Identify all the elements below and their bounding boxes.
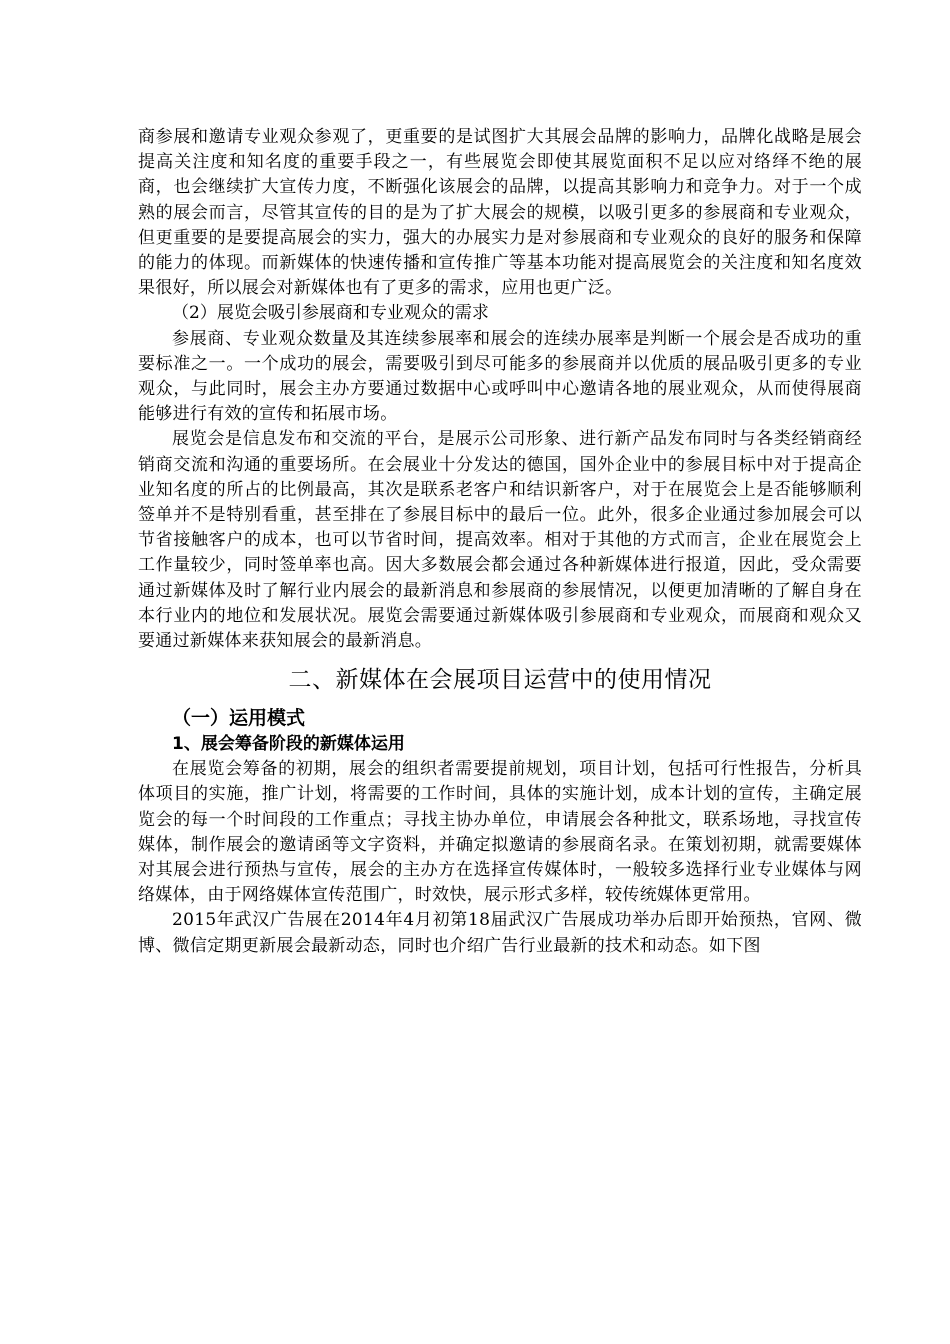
sub-subhead-preparation: 1、展会筹备阶段的新媒体运用: [172, 734, 405, 755]
document-page: [138, 125, 862, 959]
paragraph-exhibition-platform: 展览会是信息发布和交流的平台，是展示公司形象、进行新产品发布同时与各类经销商经销商交流和沟通的重要场所。在会展业十分发达的德国，国外企业中的参展目标中对于提高企业知名度的所占的比例最高，其次是联系老客户和结识新客户，对于在展览会上是否能够顺利签单并不是特别看重，甚至排在了参展目标中的最后一位。此外，很多企业通过参加展会可以节省接触客户的成本，也可以节省时间，提高效率。相对于其他的方式而言，企业在展览会上工作量较少，同时签单率也高。因大多数展会都会通过各种新媒体进行报道，因此，受众需要通过新媒体及时了解行业内展会的最新消息和参展商的参展情况，以便更加清晰的了解自身在本行业内的地位和发展状况。展览会需要通过新媒体吸引参展商和专业观众，而展商和观众又要通过新媒体来获知展会的最新消息。: [138, 429, 862, 652]
paragraph-success-criteria: 参展商、专业观众数量及其连续参展率和展会的连续办展率是判断一个展会是否成功的重要标准之一。一个成功的展会，需要吸引到尽可能多的参展商并以优质的展品吸引更多的专业观众，与此同时，展会主办方要通过数据中心或呼叫中心邀请各地的展业观众，从而使得展商能够进行有效的宣传和拓展市场。: [138, 328, 862, 425]
paragraph-wuhan-expo: 2015年武汉广告展在2014年4月初第18届武汉广告展成功举办后即开始预热，官网、微博、微信定期更新展会最新动态，同时也介绍广告行业最新的技术和动态。如下图: [138, 910, 862, 956]
section-title: 二、新媒体在会展项目运营中的使用情况: [288, 667, 712, 694]
subhead-exhibition-needs: （2）展览会吸引参展商和专业观众的需求: [172, 303, 489, 324]
paragraph-preparation: 在展览会筹备的初期，展会的组织者需要提前规划，项目计划，包括可行性报告，分析具体项目的实施，推广计划，将需要的工作时间，具体的实施计划，成本计划的宣传，主确定展览会的每一个时间段的工作重点；寻找主协办单位，申请展会各种批文，联系场地，寻找宣传媒体，制作展会的邀请函等文字资料，并确定拟邀请的参展商名录。在策划初期，就需要媒体对其展会进行预热与宣传，展会的主办方在选择宣传媒体时，一般较多选择行业专业媒体与网络媒体，由于网络媒体宣传范围广，时效快，展示形式多样，较传统媒体更常用。: [138, 759, 862, 906]
intro-paragraph: 商参展和邀请专业观众参观了，更重要的是试图扩大其展会品牌的影响力，品牌化战略是展会提高关注度和知名度的重要手段之一，有些展览会即使其展览面积不足以应对络绎不绝的展商，也会继续扩大宣传力度，不断强化该展会的品牌，以提高其影响力和竞争力。对于一个成熟的展会而言，尽管其宣传的目的是为了扩大展会的规模，以吸引更多的参展商和专业观众，但更重要的是要提高展会的实力，强大的办展实力是对参展商和专业观众的良好的服务和保障的能力的体现。而新媒体的快速传播和宣传推广等基本功能对提高展览会的关注度和知名度效果很好，所以展会对新媒体也有了更多的需求，应用也更广泛。: [138, 127, 862, 299]
subsection-title: （一）运用模式: [172, 707, 306, 730]
